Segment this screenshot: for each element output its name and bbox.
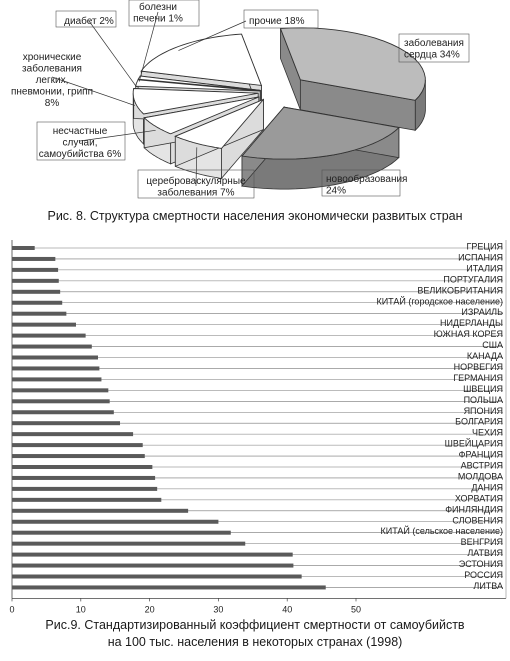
bar: [12, 575, 302, 579]
bar-category-label: ШВЕЙЦАРИЯ: [444, 438, 503, 449]
bar-category-label: БОЛГАРИЯ: [455, 416, 503, 427]
bar-category-label: ДАНИЯ: [471, 482, 503, 493]
bar: [12, 323, 76, 327]
bar: [12, 301, 62, 305]
bar-category-label: КАНАДА: [466, 351, 503, 361]
bar: [12, 421, 120, 425]
bar-category-label: ИСПАНИЯ: [458, 252, 503, 263]
bar: [12, 564, 293, 568]
bar-category-label: ЯПОНИЯ: [463, 405, 503, 416]
pie-slice-label: прочие 18%: [249, 16, 305, 27]
bar: [12, 356, 98, 360]
bar: [12, 487, 157, 491]
pie-leader-line: [89, 21, 137, 87]
bar: [12, 399, 110, 403]
x-tick-label: 40: [282, 604, 293, 614]
pie-slice-label: цереброваскулярные заболевания 7%: [146, 176, 246, 199]
bar: [12, 498, 161, 502]
bar-category-label: КИТАЙ (сельское население): [380, 526, 503, 537]
bar: [12, 377, 101, 381]
bar-category-label: РОССИЯ: [464, 570, 503, 580]
bar-category-label: ВЕНГРИЯ: [460, 537, 503, 548]
bar: [12, 246, 35, 250]
figure-8-caption: Рис. 8. Структура смертности населения экономически развитых стран: [47, 209, 463, 223]
bar-category-label: ИТАЛИЯ: [466, 263, 503, 274]
bar-category-label: СЛОВЕНИЯ: [452, 515, 503, 526]
bar-category-label: НИДЕРЛАНДЫ: [439, 318, 503, 329]
bar: [12, 553, 293, 557]
bar: [12, 454, 145, 458]
pie-slice-label: хронические заболевания легких, пневмонии, грипп 8%: [10, 52, 94, 109]
figure-9-caption-line-1: Рис.9. Стандартизированный коэффициент смертности от самоубийств: [45, 618, 465, 632]
bar-category-label: ФИНЛЯНДИЯ: [445, 504, 503, 515]
bar-category-label: АВСТРИЯ: [460, 460, 503, 471]
bar-category-label: ГРЕЦИЯ: [466, 241, 503, 252]
bar-category-label: ПОРТУГАЛИЯ: [443, 274, 503, 285]
pie-slice-label: диабет 2%: [64, 16, 114, 27]
bar-category-label: ШВЕЦИЯ: [463, 383, 503, 394]
pie-chart: [0, 0, 510, 205]
bar: [12, 476, 155, 480]
x-tick-label: 20: [144, 604, 155, 614]
bar: [12, 257, 55, 261]
pie-slice-label: болезни печени 1%: [133, 2, 183, 25]
bar: [12, 410, 114, 414]
bar-category-label: ФРАНЦИЯ: [458, 449, 503, 460]
bar-category-label: ПОЛЬША: [463, 394, 503, 405]
bar-category-label: НОРВЕГИЯ: [453, 361, 503, 372]
bar-category-label: ХОРВАТИЯ: [454, 493, 503, 504]
bar-category-label: ЭСТОНИЯ: [458, 559, 503, 570]
pie-slice-label: новообразования 24%: [326, 174, 408, 197]
bar: [12, 388, 108, 392]
bar: [12, 312, 66, 316]
bar: [12, 465, 152, 469]
x-tick-label: 50: [350, 604, 362, 614]
bar-category-label: ЛАТВИЯ: [467, 548, 503, 559]
bar-category-label: КИТАЙ (городское население): [376, 296, 503, 307]
bar-category-label: ЮЖНАЯ КОРЕЯ: [433, 329, 503, 340]
pie-slice-label: несчастные случаи, самоубийства 6%: [38, 126, 122, 160]
pie-slice-label: заболевания сердца 34%: [404, 38, 464, 61]
bar: [12, 279, 59, 283]
bar: [12, 585, 326, 589]
bar: [12, 334, 86, 338]
bar: [12, 366, 99, 370]
bar-category-label: МОЛДОВА: [457, 471, 503, 482]
bar: [12, 542, 245, 546]
bar: [12, 290, 60, 294]
bar: [12, 531, 231, 535]
bar-category-label: ИЗРАИЛЬ: [461, 307, 503, 318]
x-tick-label: 0: [9, 604, 15, 614]
bar-chart: [0, 238, 510, 614]
bar-category-label: США: [482, 340, 503, 351]
bar: [12, 520, 218, 524]
bar-category-label: ЛИТВА: [473, 580, 503, 591]
bar-category-label: ЧЕХИЯ: [472, 427, 503, 438]
figure-9-caption: [0, 617, 510, 651]
bar: [12, 443, 143, 447]
bar: [12, 345, 92, 349]
bar: [12, 509, 188, 513]
bar-category-label: ГЕРМАНИЯ: [453, 372, 503, 383]
bar: [12, 268, 58, 272]
figure-9-caption-line-2: на 100 тыс. населения в некоторых странах (1998): [107, 635, 403, 649]
x-tick-label: 30: [213, 604, 224, 614]
bar-category-label: ВЕЛИКОБРИТАНИЯ: [417, 285, 503, 296]
x-tick-label: 10: [75, 604, 86, 614]
bar: [12, 432, 133, 436]
